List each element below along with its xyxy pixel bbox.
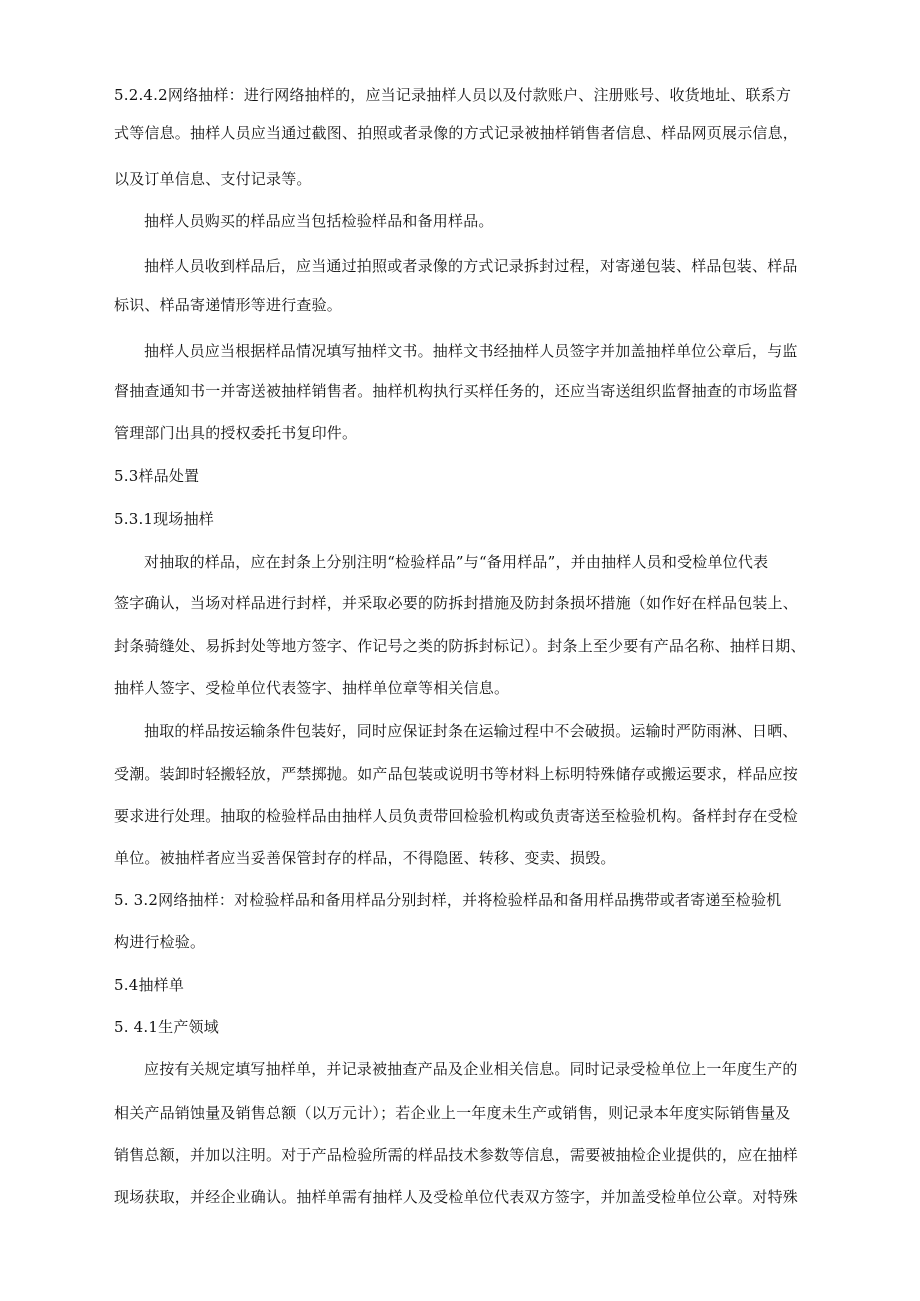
paragraph-sampling-documents-line-3: 管理部门出具的授权委托书复印件。 [114, 424, 358, 442]
paragraph-receive-samples-line-1: 抽样人员收到样品后，应当通过拍照或者录像的方式记录拆封过程，对寄递包装、样品包装、样品 [144, 257, 798, 275]
heading-5-4: 5.4抽样单 [114, 976, 185, 994]
section-5-3-2-line-1: 5. 3.2网络抽样：对检验样品和备用样品分别封样，并将检验样品和备用样品携带或者寄递至检验机 [114, 891, 782, 909]
paragraph-seal-samples-line-4: 抽样人签字、受检单位代表签字、抽样单位章等相关信息。 [114, 679, 510, 697]
section-5-2-4-2-line-1: 5.2.4.2网络抽样：进行网络抽样的，应当记录抽样人员以及付款账户、注册账号、收货地址、联系方 [114, 86, 792, 104]
paragraph-transport-line-4: 单位。被抽样者应当妥善保管封存的样品，不得隐匿、转移、变卖、损毁。 [114, 849, 616, 867]
paragraph-transport-line-1: 抽取的样品按运输条件包装好，同时应保证封条在运输过程中不会破损。运输时严防雨淋、日晒、 [144, 722, 798, 740]
heading-5-3: 5.3样品处置 [114, 467, 200, 485]
section-5-2-4-2-line-3: 以及订单信息、支付记录等。 [114, 170, 312, 188]
paragraph-fill-form-line-1: 应按有关规定填写抽样单，并记录被抽查产品及企业相关信息。同时记录受检单位上一年度生产的 [144, 1060, 798, 1078]
paragraph-purchase-samples: 抽样人员购买的样品应当包括检验样品和备用样品。 [144, 212, 494, 230]
section-5-2-4-2-line-2: 式等信息。抽样人员应当通过截图、拍照或者录像的方式记录被抽样销售者信息、样品网页展示信息， [114, 124, 799, 142]
heading-5-4-1: 5. 4.1生产领域 [114, 1018, 219, 1036]
section-5-3-2-line-2: 构进行检验。 [114, 933, 206, 951]
paragraph-sampling-documents-line-1: 抽样人员应当根据样品情况填写抽样文书。抽样文书经抽样人员签字并加盖抽样单位公章后，与监 [144, 342, 798, 360]
paragraph-seal-samples-line-1: 对抽取的样品，应在封条上分别注明“检验样品”与“备用样品”，并由抽样人员和受检单位代表 [144, 553, 769, 571]
paragraph-fill-form-line-4: 现场获取，并经企业确认。抽样单需有抽样人及受检单位代表双方签字，并加盖受检单位公章。对特殊 [114, 1188, 799, 1206]
paragraph-seal-samples-line-3: 封条骑缝处、易拆封处等地方签字、作记号之类的防拆封标记）。封条上至少要有产品名称、抽样日期、 [114, 637, 806, 655]
paragraph-sampling-documents-line-2: 督抽查通知书一并寄送被抽样销售者。抽样机构执行买样任务的，还应当寄送组织监督抽查的市场监督 [114, 382, 799, 400]
paragraph-seal-samples-line-2: 签字确认，当场对样品进行封样，并采取必要的防拆封措施及防封条损坏措施（如作好在样品包装上、 [114, 594, 799, 612]
paragraph-fill-form-line-3: 销售总额，并加以注明。对于产品检验所需的样品技术参数等信息，需要被抽检企业提供的，应在抽样 [114, 1146, 799, 1164]
heading-5-3-1: 5.3.1现场抽样 [114, 510, 214, 528]
paragraph-receive-samples-line-2: 标识、样品寄递情形等进行查验。 [114, 296, 343, 314]
paragraph-transport-line-3: 要求进行处理。抽取的检验样品由抽样人员负责带回检验机构或负责寄送至检验机构。备样封存在受检 [114, 807, 799, 825]
paragraph-fill-form-line-2: 相关产品销蚀量及销售总额（以万元计）；若企业上一年度未生产或销售，则记录本年度实际销售量及 [114, 1104, 791, 1122]
paragraph-transport-line-2: 受潮。装卸时轻搬轻放，严禁掷抛。如产品包装或说明书等材料上标明特殊储存或搬运要求，样品应按 [114, 765, 799, 783]
